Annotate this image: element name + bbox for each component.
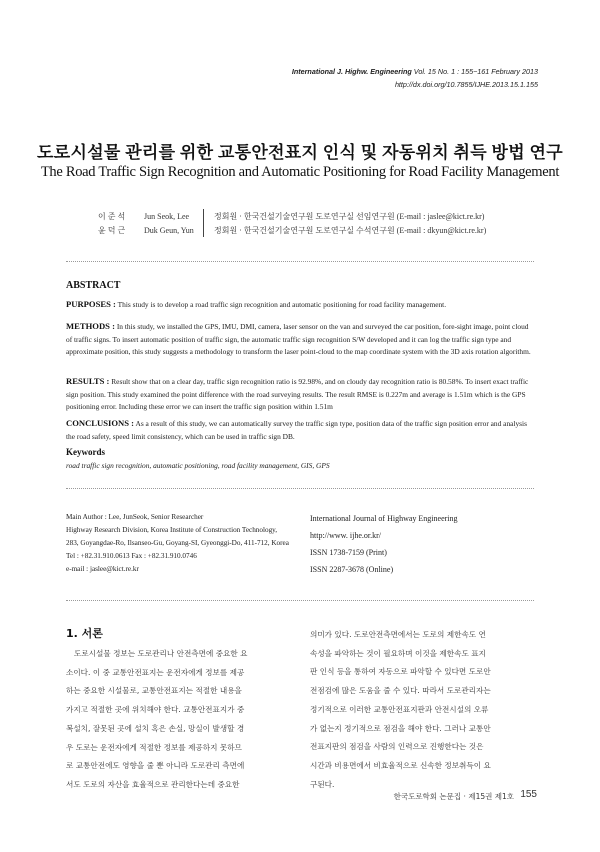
journal-title: International Journal of Highway Engineering (310, 514, 458, 523)
author-divider (203, 209, 204, 237)
body-column-left (66, 645, 288, 795)
text-line: 소이다. 이 중 교통안전표지는 운전자에게 정보를 제공 (66, 667, 245, 677)
issn-print: ISSN 1738-7159 (Print) (310, 548, 387, 557)
results-label: RESULTS : (66, 376, 110, 386)
text-line: 판 인식 등을 통하여 자동으로 파악할 수 있다면 도로안 (310, 667, 491, 677)
email-link[interactable]: e-mail : jaslee@kict.re.kr (66, 565, 139, 573)
text-line: 서도 도로의 자산을 효율적으로 관리한다는데 중요한 (66, 779, 240, 789)
dotted-divider (66, 488, 534, 489)
doi-link[interactable]: http://dx.doi.org/10.7855/IJHE.2013.15.1.155 (394, 80, 538, 89)
text-line: 로 교통안전에도 영향을 줄 뿐 아니라 도로관리 측면에 (66, 761, 245, 771)
dotted-divider (66, 261, 534, 262)
page-number: 155 (520, 789, 537, 800)
journal-info (310, 510, 540, 578)
footer-journal: 한국도로학회 논문집 · 제15권 제1호 (393, 792, 514, 801)
purposes-text: This study is to develop a road traffic sign recognition and automatic positioning for road facility management. (117, 300, 447, 309)
title-english: The Road Traffic Sign Recognition and Automatic Positioning for Road Facility Management (40, 164, 560, 180)
keywords-text: road traffic sign recognition, automatic positioning, road facility management, GIS, GPS (66, 461, 330, 470)
author-name-ko: 윤 덕 근 (98, 226, 126, 235)
author-name-ko: 이 준 석 (98, 212, 126, 221)
issn-online: ISSN 2287-3678 (Online) (310, 565, 394, 574)
author-name-en: Duk Geun, Yun (144, 226, 194, 235)
text-line: 하는 중요한 시설물로, 교통안전표지는 적절한 내용을 (66, 686, 242, 696)
text-line: 시간과 비용면에서 비효율적으로 신속한 정보취득이 요 (310, 760, 491, 770)
text-line: 정기적으로 이러한 교통안전표지판과 안전시설의 오류 (310, 704, 489, 714)
info-line: Highway Research Division, Korea Institute of Construction Technology, (66, 526, 278, 534)
text-line: 전점검에 많은 도움을 줄 수 있다. 따라서 도로관리자는 (310, 686, 491, 696)
journal-name: International J. Highw. Engineering (291, 67, 412, 76)
text-line: 속성을 파악하는 것이 필요하며 이것을 제한속도 표지 (310, 648, 486, 658)
text-line: 가 없는지 정기적으로 점검을 해야 한다. 그러나 교통안 (310, 723, 491, 733)
abstract-conclusions (66, 417, 536, 443)
text-line: 도로시설물 정보는 도로관리나 안전측면에 중요한 요 (74, 649, 248, 658)
text-line: 전표지판의 점검을 사람의 인력으로 진행한다는 것은 (310, 742, 484, 752)
author-affiliation: 정회원 · 한국건설기술연구원 도로연구실 수석연구원 (E-mail : dkyun@kict.re.kr) (214, 226, 487, 235)
keywords-heading: Keywords (66, 447, 105, 457)
info-line: Main Author : Lee, JunSeok, Senior Researcher (66, 513, 204, 521)
text-line: 우 도로는 운전자에게 적절한 정보를 제공하지 못하므 (66, 742, 242, 752)
abstract-results (66, 375, 536, 414)
author-affiliation: 정회원 · 한국건설기술연구원 도로연구실 선임연구원 (E-mail : jaslee@kict.re.kr) (214, 212, 485, 221)
author-names-english (144, 210, 194, 238)
conclusions-label: CONCLUSIONS : (66, 418, 135, 428)
methods-text: In this study, we installed the GPS, IMU, DMI, camera, laser sensor on the van and surveyed the car position, fore-sight image, point cloud of traffic signs. To insert automatic position of traffic sign, the automatic traffic sign recognition S/W developed and it can log the traffic sign type and approximate position, this study suggests a methodology to transform the laser point-cloud to the map coordinate system with the 3D axis rotation algorithm. (66, 322, 531, 357)
text-line: 가지고 적절한 곳에 위치해야 한다. 교통안전표지가 중 (66, 705, 245, 715)
body-column-right (310, 626, 536, 794)
info-line: 283, Goyangdae-Ro, Ilsanseo-Gu, Goyang-SI, Gyeonggi-Do, 411-712, Korea (66, 539, 289, 547)
volume-pages: Vol. 15 No. 1 : 155−161 February 2013 (413, 67, 538, 76)
methods-label: METHODS : (66, 321, 115, 331)
abstract-heading: ABSTRACT (66, 280, 121, 291)
author-affiliations (214, 210, 486, 238)
abstract-purposes (66, 298, 536, 312)
journal-citation (292, 67, 538, 76)
author-name-en: Jun Seok, Lee (144, 212, 190, 221)
purposes-label: PURPOSES : (66, 299, 116, 309)
text-line: 의미가 있다. 도로안전측면에서는 도로의 제한속도 연 (310, 630, 486, 639)
abstract-methods (66, 320, 536, 359)
journal-url[interactable]: http://www. ijhe.or.kr/ (310, 531, 382, 540)
title-korean: 도로시설물 관리를 위한 교통안전표지 인식 및 자동위치 취득 방법 연구 (37, 143, 563, 162)
dotted-divider (66, 600, 534, 601)
info-line: Tel : +82.31.910.0613 Fax : +82.31.910.0746 (66, 552, 197, 560)
text-line: 복설치, 잘못된 곳에 설치 혹은 손실, 망실이 발생할 경 (66, 723, 245, 733)
corresponding-author-info (66, 511, 296, 576)
author-names-korean (98, 210, 125, 238)
conclusions-text: As a result of this study, we can automatically survey the traffic sign type, position data of the traffic sign position error and analysis the road safety, speed limit consistency, which can be used in traffic sign DB. (66, 419, 527, 441)
text-line: 구된다. (310, 779, 335, 789)
results-text: Result show that on a clear day, traffic sign recognition ratio is 92.98%, and on cloudy day recognition ratio is 80.58%. To insert exact traffic sign position. This study examined the point difference with the road surveying results. The result RMSE is 0.227m and average is 1.51m which is the GPS positioning error. Including these error we can insert the traffic sign position within 1.51m (66, 377, 529, 412)
section-heading: 1. 서론 (66, 627, 103, 640)
